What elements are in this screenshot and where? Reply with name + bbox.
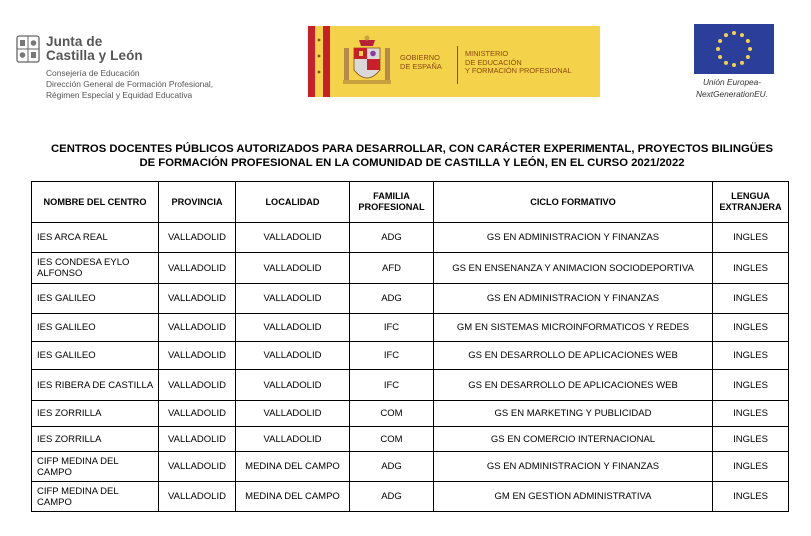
cell-localidad: VALLADOLID bbox=[236, 401, 350, 427]
cell-lengua: INGLES bbox=[713, 482, 789, 512]
cell-familia: IFC bbox=[350, 370, 434, 401]
cell-nombre: IES ZORRILLA bbox=[32, 427, 159, 452]
cell-provincia: VALLADOLID bbox=[159, 452, 236, 482]
header-ciclo: CICLO FORMATIVO bbox=[434, 182, 713, 223]
cell-familia: ADG bbox=[350, 452, 434, 482]
table-row bbox=[32, 314, 789, 342]
table-row bbox=[32, 427, 789, 452]
castle-lion-emblem-icon bbox=[16, 35, 40, 65]
cell-ciclo: GM EN GESTION ADMINISTRATIVA bbox=[434, 482, 713, 512]
cell-provincia: VALLADOLID bbox=[159, 482, 236, 512]
cell-provincia: VALLADOLID bbox=[159, 342, 236, 370]
cell-ciclo: GS EN DESARROLLO DE APLICACIONES WEB bbox=[434, 342, 713, 370]
cell-nombre: IES GALILEO bbox=[32, 314, 159, 342]
cell-nombre: IES GALILEO bbox=[32, 342, 159, 370]
gobierno-divider bbox=[457, 46, 458, 84]
cell-lengua: INGLES bbox=[713, 452, 789, 482]
cell-provincia: VALLADOLID bbox=[159, 223, 236, 253]
cell-familia: COM bbox=[350, 427, 434, 452]
table-row bbox=[32, 401, 789, 427]
cell-familia: ADG bbox=[350, 284, 434, 314]
header-localidad: LOCALIDAD bbox=[236, 182, 350, 223]
jcyl-department: Consejería de Educación Dirección General de Formación Profesional, Régimen Especial y Equidad Educativa bbox=[46, 68, 214, 100]
cell-ciclo: GS EN DESARROLLO DE APLICACIONES WEB bbox=[434, 370, 713, 401]
cell-nombre: IES CONDESA EYLO ALFONSO bbox=[32, 253, 159, 284]
cell-nombre: IES ARCA REAL bbox=[32, 223, 159, 253]
spain-coat-of-arms-icon bbox=[342, 34, 392, 90]
cell-localidad: VALLADOLID bbox=[236, 223, 350, 253]
cell-familia: ADG bbox=[350, 223, 434, 253]
cell-ciclo: GM EN SISTEMAS MICROINFORMATICOS Y REDES bbox=[434, 314, 713, 342]
cell-provincia: VALLADOLID bbox=[159, 401, 236, 427]
cell-familia: COM bbox=[350, 401, 434, 427]
spain-flag-icon bbox=[308, 26, 330, 97]
cell-ciclo: GS EN ADMINISTRACION Y FINANZAS bbox=[434, 223, 713, 253]
cell-provincia: VALLADOLID bbox=[159, 314, 236, 342]
cell-nombre: IES RIBERA DE CASTILLA bbox=[32, 370, 159, 401]
header-familia: FAMILIA PROFESIONAL bbox=[350, 182, 434, 223]
cell-provincia: VALLADOLID bbox=[159, 284, 236, 314]
document-title: CENTROS DOCENTES PÚBLICOS AUTORIZADOS PARA DESARROLLAR, CON CARÁCTER EXPERIMENTAL, PROYECTOS BILINGÜES DE FORMACIÓN PROFESIONAL EN LA COMUNIDAD DE CASTILLA Y LEÓN, EN EL CURSO 2021/2022 bbox=[51, 143, 773, 169]
cell-ciclo: GS EN ADMINISTRACION Y FINANZAS bbox=[434, 452, 713, 482]
cell-localidad: VALLADOLID bbox=[236, 253, 350, 284]
cell-ciclo: GS EN COMERCIO INTERNACIONAL bbox=[434, 427, 713, 452]
jcyl-name: Junta de Castilla y León bbox=[46, 34, 143, 63]
eu-next-generation-logo bbox=[690, 22, 782, 104]
table-header-row bbox=[32, 182, 789, 223]
cell-localidad: MEDINA DEL CAMPO bbox=[236, 482, 350, 512]
cell-lengua: INGLES bbox=[713, 427, 789, 452]
centros-table bbox=[31, 181, 789, 512]
cell-provincia: VALLADOLID bbox=[159, 253, 236, 284]
jcyl-logo bbox=[16, 33, 276, 103]
table-row bbox=[32, 482, 789, 512]
cell-provincia: VALLADOLID bbox=[159, 427, 236, 452]
cell-lengua: INGLES bbox=[713, 370, 789, 401]
cell-nombre: IES ZORRILLA bbox=[32, 401, 159, 427]
cell-nombre: IES GALILEO bbox=[32, 284, 159, 314]
gobierno-espana-logo bbox=[308, 26, 600, 97]
table-row bbox=[32, 370, 789, 401]
cell-ciclo: GS EN ENSENANZA Y ANIMACION SOCIODEPORTIVA bbox=[434, 253, 713, 284]
cell-localidad: MEDINA DEL CAMPO bbox=[236, 452, 350, 482]
cell-lengua: INGLES bbox=[713, 314, 789, 342]
cell-nombre: CIFP MEDINA DEL CAMPO bbox=[32, 452, 159, 482]
cell-ciclo: GS EN ADMINISTRACION Y FINANZAS bbox=[434, 284, 713, 314]
ministerio-text: MINISTERIO DE EDUCACIÓN Y FORMACIÓN PROFESIONAL bbox=[465, 49, 572, 76]
cell-lengua: INGLES bbox=[713, 284, 789, 314]
cell-localidad: VALLADOLID bbox=[236, 427, 350, 452]
cell-provincia: VALLADOLID bbox=[159, 370, 236, 401]
cell-localidad: VALLADOLID bbox=[236, 314, 350, 342]
table-row bbox=[32, 253, 789, 284]
gobierno-text: GOBIERNO DE ESPAÑA bbox=[400, 53, 442, 71]
cell-lengua: INGLES bbox=[713, 342, 789, 370]
cell-localidad: VALLADOLID bbox=[236, 370, 350, 401]
eu-caption: Unión Europea- NextGenerationEU. bbox=[696, 77, 768, 99]
cell-lengua: INGLES bbox=[713, 253, 789, 284]
cell-localidad: VALLADOLID bbox=[236, 284, 350, 314]
header-lengua: LENGUA EXTRANJERA bbox=[713, 182, 789, 223]
eu-flag-icon bbox=[694, 24, 774, 74]
table-row bbox=[32, 223, 789, 253]
cell-localidad: VALLADOLID bbox=[236, 342, 350, 370]
table-row bbox=[32, 342, 789, 370]
cell-familia: IFC bbox=[350, 342, 434, 370]
cell-ciclo: GS EN MARKETING Y PUBLICIDAD bbox=[434, 401, 713, 427]
header-nombre: NOMBRE DEL CENTRO bbox=[32, 182, 159, 223]
cell-lengua: INGLES bbox=[713, 401, 789, 427]
cell-familia: ADG bbox=[350, 482, 434, 512]
header-provincia: PROVINCIA bbox=[159, 182, 236, 223]
table-row bbox=[32, 284, 789, 314]
table-row bbox=[32, 452, 789, 482]
cell-lengua: INGLES bbox=[713, 223, 789, 253]
cell-nombre: CIFP MEDINA DEL CAMPO bbox=[32, 482, 159, 512]
cell-familia: IFC bbox=[350, 314, 434, 342]
cell-familia: AFD bbox=[350, 253, 434, 284]
